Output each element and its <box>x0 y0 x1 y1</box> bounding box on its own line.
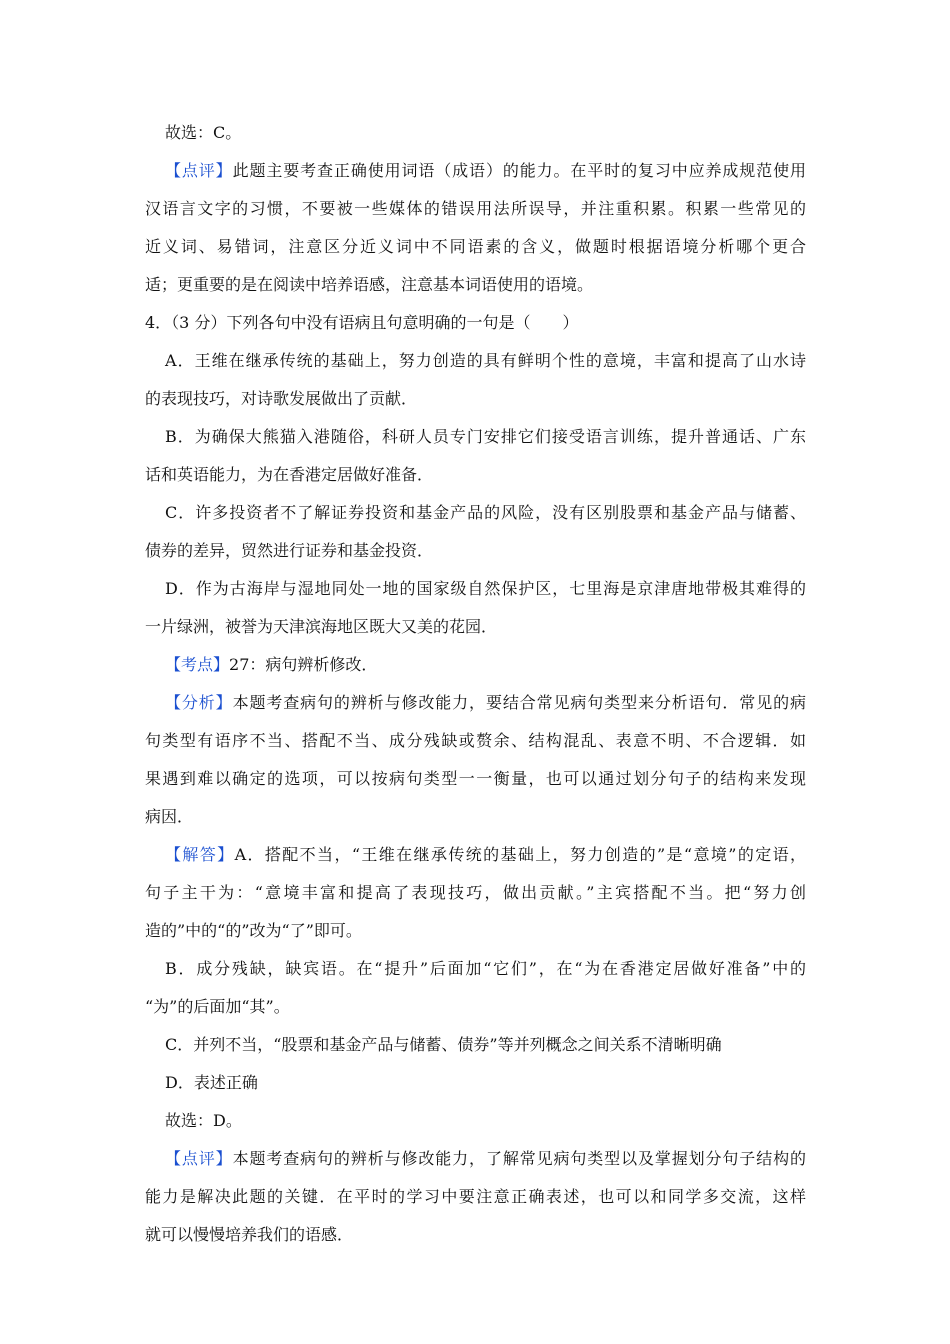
q3-comment-line-3: 近义词、易错词，注意区分近义词中不同语素的含义，做题时根据语境分析哪个更合 <box>145 237 806 256</box>
q4-option-c-line-1: C．许多投资者不了解证券投资和基金产品的风险，没有区别股票和基金产品与储蓄、 <box>165 503 806 522</box>
q4-jieda-line-5: “为”的后面加“其”。 <box>145 997 290 1016</box>
q4-option-a-line-1: A．王维在继承传统的基础上，努力创造的具有鲜明个性的意境，丰富和提高了山水诗 <box>165 351 806 370</box>
q4-option-b-line-1: B．为确保大熊猫入港随俗，科研人员专门安排它们接受语言训练，提升普通话、广东 <box>165 427 806 446</box>
jieda-tag: 【解答】 <box>165 845 235 864</box>
q4-dianping-line-1: 【点评】本题考查病句的辨析与修改能力，了解常见病句类型以及掌握划分句子结构的 <box>165 1149 806 1168</box>
q4-answer: 故选：D。 <box>165 1111 242 1130</box>
q4-kaodian: 【考点】27：病句辨析修改． <box>165 655 378 674</box>
q4-fenxi-line-2: 句类型有语序不当、搭配不当、成分残缺或赘余、结构混乱、表意不明、不合逻辑．如 <box>145 731 806 750</box>
q3-answer: 故选：C。 <box>165 123 242 142</box>
kaodian-tag: 【考点】 <box>165 655 230 674</box>
dianping-tag: 【点评】 <box>165 1149 233 1168</box>
q4-jieda-line-7: D．表述正确 <box>165 1073 258 1092</box>
q4-stem: 4．（3 分）下列各句中没有语病且句意明确的一句是（ ） <box>145 313 579 332</box>
q4-jieda-line-3: 造的”中的“的”改为“了”即可。 <box>145 921 362 940</box>
q3-comment-line-4: 适；更重要的是在阅读中培养语感，注意基本词语使用的语境。 <box>145 275 594 294</box>
q4-fenxi-line-3: 果遇到难以确定的选项，可以按病句类型一一衡量，也可以通过划分句子的结构来发现 <box>145 769 806 788</box>
q4-fenxi-line-1: 【分析】本题考查病句的辨析与修改能力，要结合常见病句类型来分析语句．常见的病 <box>165 693 806 712</box>
q4-jieda-line-2: 句子主干为：“意境丰富和提高了表现技巧，做出贡献。”主宾搭配不当。把“努力创 <box>145 883 806 902</box>
q4-dianping-line-3: 就可以慢慢培养我们的语感． <box>145 1225 354 1244</box>
q3-comment-line-2: 汉语言文字的习惯，不要被一些媒体的错误用法所误导，并注重积累。积累一些常见的 <box>145 199 806 218</box>
q4-jieda-line-4: B．成分残缺，缺宾语。在“提升”后面加“它们”，在“为在香港定居做好准备”中的 <box>165 959 806 978</box>
q4-dianping-line-2: 能力是解决此题的关键．在平时的学习中要注意正确表述，也可以和同学多交流，这样 <box>145 1187 806 1206</box>
q4-fenxi-line-4: 病因． <box>145 807 194 826</box>
q4-option-d-line-2: 一片绿洲，被誉为天津滨海地区既大又美的花园． <box>145 617 498 636</box>
q4-option-c-line-2: 债券的差异，贸然进行证券和基金投资． <box>145 541 434 560</box>
q4-option-b-line-2: 话和英语能力，为在香港定居做好准备． <box>145 465 434 484</box>
q4-option-d-line-1: D．作为古海岸与湿地同处一地的国家级自然保护区，七里海是京津唐地带极其难得的 <box>165 579 806 598</box>
q4-jieda-line-6: C．并列不当，“股票和基金产品与储蓄、债券”等并列概念之间关系不清晰明确 <box>165 1035 722 1054</box>
fenxi-tag: 【分析】 <box>165 693 233 712</box>
q4-option-a-line-2: 的表现技巧，对诗歌发展做出了贡献． <box>145 389 418 408</box>
q4-jieda-line-1: 【解答】A．搭配不当，“王维在继承传统的基础上，努力创造的”是“意境”的定语， <box>165 845 806 864</box>
q3-comment-line-1: 【点评】此题主要考查正确使用词语（成语）的能力。在平时的复习中应养成规范使用 <box>165 161 806 180</box>
comment-tag: 【点评】 <box>165 161 233 180</box>
